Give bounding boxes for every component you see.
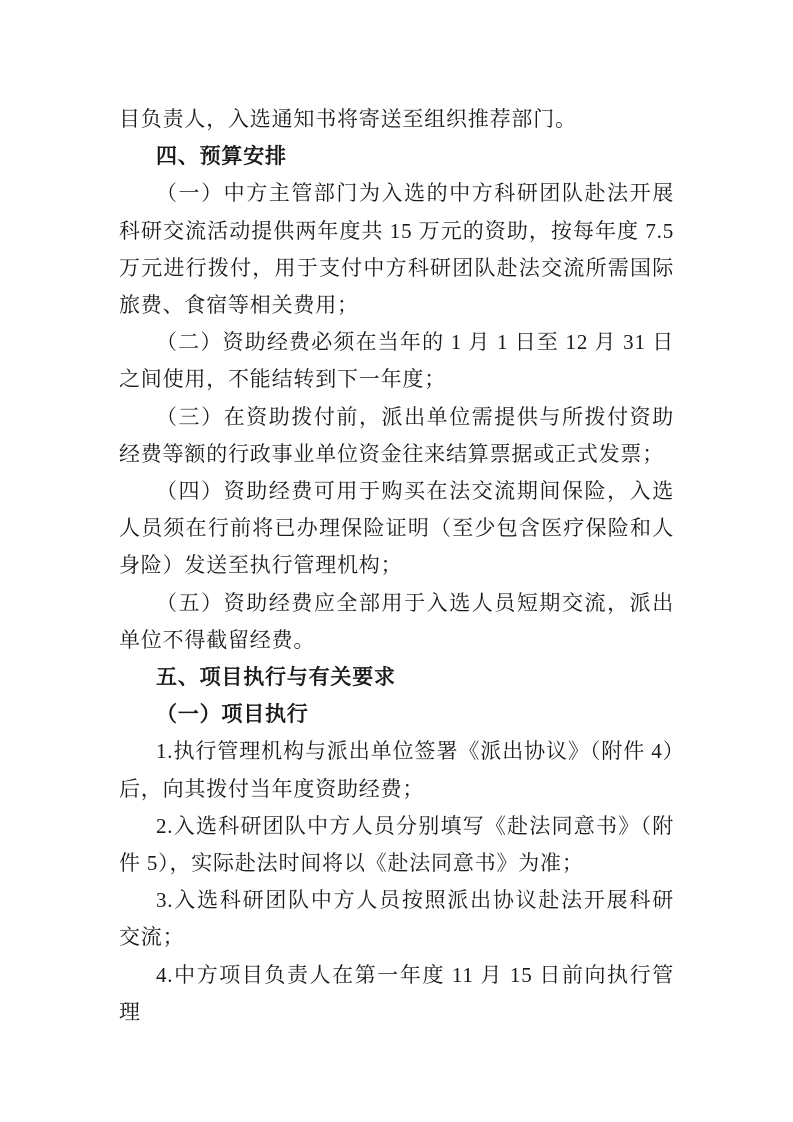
paragraph: （四）资助经费可用于购买在法交流期间保险，入选人员须在行前将已办理保险证明（至少包含医疗保险和人身险）发送至执行管理机构； [119, 479, 674, 578]
paragraph: （五）资助经费应全部用于入选人员短期交流，派出单位不得截留经费。 [119, 590, 674, 652]
paragraph: 1.执行管理机构与派出单位签署《派出协议》（附件 4）后，向其拨付当年度资助经费； [119, 739, 674, 801]
heading-sub: （一）项目执行 [156, 702, 309, 727]
heading-section: 四、预算安排 [156, 145, 287, 169]
paragraph: 目负责人，入选通知书将寄送至组织推荐部门。 [119, 107, 577, 131]
paragraph: 4.中方项目负责人在第一年度 11 月 15 日前向执行管理 [119, 962, 674, 1024]
heading-section: 五、项目执行与有关要求 [156, 666, 396, 690]
paragraph: 3.入选科研团队中方人员按照派出协议赴法开展科研交流； [119, 888, 674, 950]
paragraph: （一）中方主管部门为入选的中方科研团队赴法开展科研交流活动提供两年度共 15 万元的资助，按每年度 7.5 万元进行拨付，用于支付中方科研团队赴法交流所需国际旅费、食宿等相关费用； [119, 181, 674, 318]
paragraph: （三）在资助拨付前，派出单位需提供与所拨付资助经费等额的行政事业单位资金往来结算票据或正式发票； [119, 404, 674, 466]
paragraph: 2.入选科研团队中方人员分别填写《赴法同意书》（附件 5），实际赴法时间将以《赴法同意书》为准； [119, 813, 674, 876]
paragraph: （二）资助经费必须在当年的 1 月 1 日至 12 月 31 日之间使用，不能结转到下一年度； [119, 330, 674, 392]
